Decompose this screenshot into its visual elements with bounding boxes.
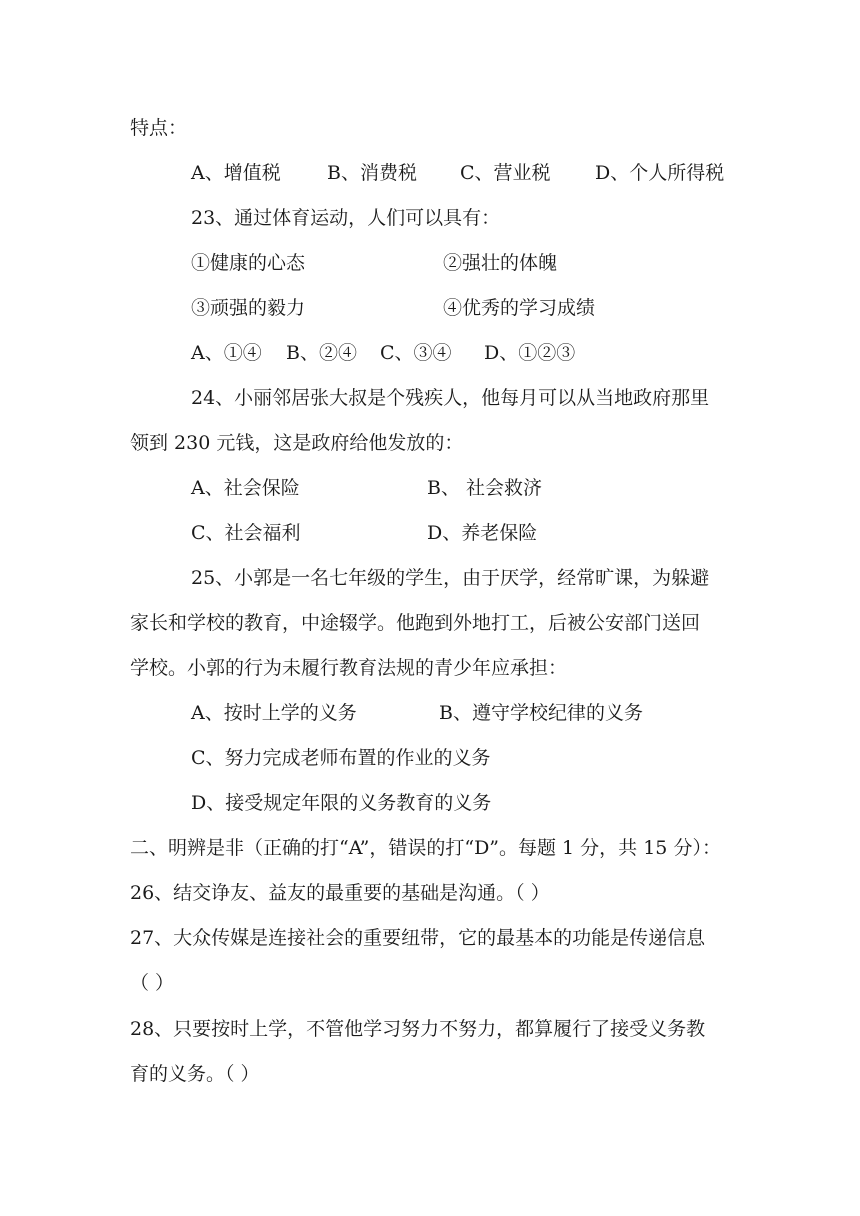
- q27-line1: 27、大众传媒是连接社会的重要纽带，它的最基本的功能是传递信息: [130, 927, 706, 949]
- q23-stem: 23、通过体育运动，人们可以具有：: [191, 207, 501, 229]
- q23-item-1: ①健康的心态: [191, 252, 306, 274]
- q23-item-3: ③顽强的毅力: [191, 297, 306, 319]
- q22-option-d: D、个人所得税: [595, 162, 725, 184]
- q24-option-d: D、养老保险: [427, 522, 538, 544]
- q22-option-b: B、消费税: [327, 162, 417, 184]
- q25-option-a: A、按时上学的义务: [191, 702, 357, 724]
- q27-line2: （ ）: [130, 972, 175, 994]
- section2-heading: 二、明辨是非（正确的打“A”，错误的打“D”。每题 1 分，共 15 分）：: [130, 837, 721, 859]
- q24-option-c: C、社会福利: [191, 522, 301, 544]
- q28-line2: 育的义务。（ ）: [130, 1063, 260, 1085]
- q23-item-2: ②强壮的体魄: [443, 252, 558, 274]
- q23-option-d: D、①②③: [484, 342, 576, 364]
- q26-text: 26、结交诤友、益友的最重要的基础是沟通。（ ）: [130, 882, 550, 904]
- q25-option-d: D、接受规定年限的义务教育的义务: [191, 792, 492, 814]
- q22-tail: 特点：: [130, 117, 188, 139]
- q25-option-c: C、努力完成老师布置的作业的义务: [191, 747, 491, 769]
- q23-option-a: A、①④: [191, 342, 262, 364]
- q24-stem-line2: 领到 230 元钱，这是政府给他发放的：: [130, 432, 464, 454]
- q23-option-c: C、③④: [380, 342, 452, 364]
- q23-item-4: ④优秀的学习成绩: [443, 297, 596, 319]
- q25-option-b: B、遵守学校纪律的义务: [439, 702, 643, 724]
- q25-stem-line2: 家长和学校的教育，中途辍学。他跑到外地打工，后被公安部门送回: [130, 612, 701, 634]
- q25-stem-line3: 学校。小郭的行为未履行教育法规的青少年应承担：: [130, 657, 568, 679]
- q24-option-b: B、 社会救济: [427, 477, 543, 499]
- q22-option-c: C、营业税: [460, 162, 551, 184]
- q24-option-a: A、社会保险: [191, 477, 300, 499]
- q23-option-b: B、②④: [286, 342, 357, 364]
- q25-stem-line1: 25、小郭是一名七年级的学生，由于厌学，经常旷课，为躲避: [191, 567, 710, 589]
- q22-option-a: A、增值税: [191, 162, 281, 184]
- q28-line1: 28、只要按时上学，不管他学习努力不努力，都算履行了接受义务教: [130, 1018, 706, 1040]
- q24-stem-line1: 24、小丽邻居张大叔是个残疾人，他每月可以从当地政府那里: [191, 387, 710, 409]
